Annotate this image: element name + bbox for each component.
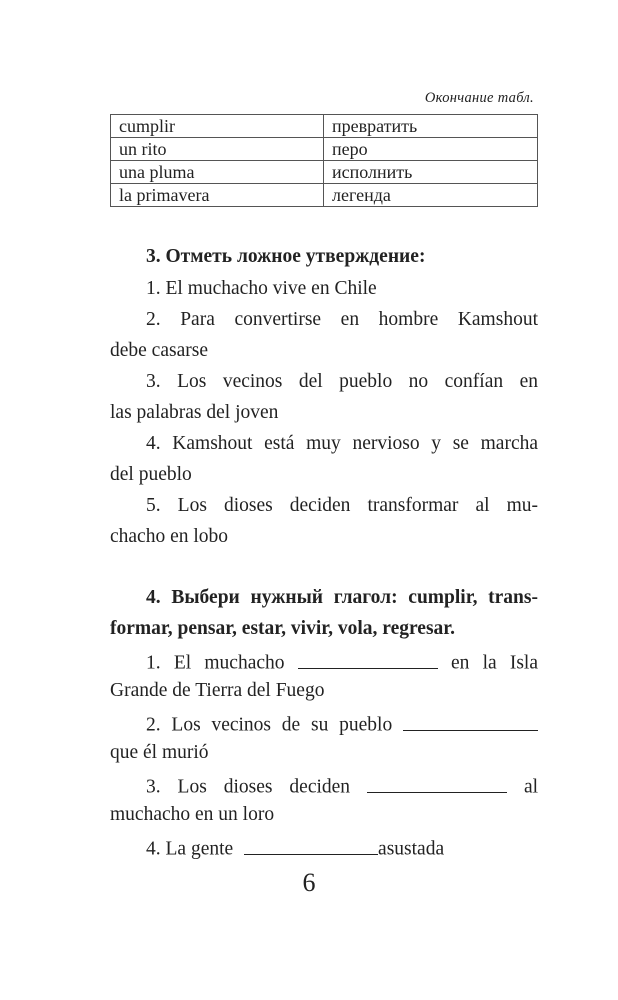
spanish-word: la primavera bbox=[111, 184, 324, 207]
russian-word: перо bbox=[324, 138, 538, 161]
sentence-3-line-2: muchacho en un loro bbox=[110, 804, 275, 825]
sentence-1-line-2: Grande de Tierra del Fuego bbox=[110, 680, 325, 701]
sentence-3-line-1 bbox=[110, 773, 538, 799]
sentence-2-start: 2. Los vecinos de su pueblo bbox=[146, 714, 393, 736]
spanish-word: cumplir bbox=[111, 115, 324, 138]
sentence-4-end: asustada bbox=[378, 838, 445, 860]
statement-4-line-1: 4. Kamshout está muy nervioso y se marcha bbox=[146, 433, 538, 454]
vocabulary-table bbox=[110, 114, 538, 207]
sentence-3-end: al bbox=[523, 776, 539, 798]
russian-word: легенда bbox=[324, 184, 538, 207]
answer-blank[interactable] bbox=[244, 835, 378, 855]
table-continuation-caption: Окончание табл. bbox=[424, 90, 534, 106]
statement-2-line-2: debe casarse bbox=[110, 340, 208, 361]
russian-word: превратить bbox=[324, 115, 538, 138]
answer-blank[interactable] bbox=[367, 773, 507, 793]
sentence-1-end: en la Isla bbox=[450, 652, 539, 674]
table-row bbox=[111, 161, 538, 184]
sentence-1-start: 1. El muchacho bbox=[146, 652, 285, 674]
exercise-4-title-line-1: 4. Выбери нужный глагол: cumplir, trans- bbox=[146, 587, 538, 608]
answer-blank[interactable] bbox=[298, 649, 438, 669]
table-row bbox=[111, 184, 538, 207]
sentence-3-start: 3. Los dioses deciden bbox=[146, 776, 351, 798]
table-row bbox=[111, 138, 538, 161]
statement-1: 1. El muchacho vive en Chile bbox=[146, 278, 377, 299]
answer-blank[interactable] bbox=[403, 711, 538, 731]
sentence-4-start: 4. La gente bbox=[146, 838, 234, 860]
statement-3-line-2: las palabras del joven bbox=[110, 402, 279, 423]
statement-4-line-2: del pueblo bbox=[110, 464, 192, 485]
exercise-4-title-line-2: formar, pensar, estar, vivir, vola, regresar. bbox=[110, 618, 456, 639]
page-number: 6 bbox=[302, 868, 316, 897]
russian-word: исполнить bbox=[324, 161, 538, 184]
spanish-word: un rito bbox=[111, 138, 324, 161]
table-row bbox=[111, 115, 538, 138]
exercise-3-title: 3. Отметь ложное утверждение: bbox=[146, 246, 426, 267]
sentence-1-line-1 bbox=[110, 649, 538, 675]
statement-2-line-1: 2. Para convertirse en hombre Kamshout bbox=[146, 309, 538, 330]
spanish-word: una pluma bbox=[111, 161, 324, 184]
statement-5-line-2: chacho en lobo bbox=[110, 526, 229, 547]
sentence-4 bbox=[110, 835, 538, 861]
statement-3-line-1: 3. Los vecinos del pueblo no confían en bbox=[146, 371, 538, 392]
statement-5-line-1: 5. Los dioses deciden transformar al mu- bbox=[146, 495, 538, 516]
sentence-2-line-2: que él murió bbox=[110, 742, 209, 763]
sentence-2-line-1 bbox=[110, 711, 538, 737]
